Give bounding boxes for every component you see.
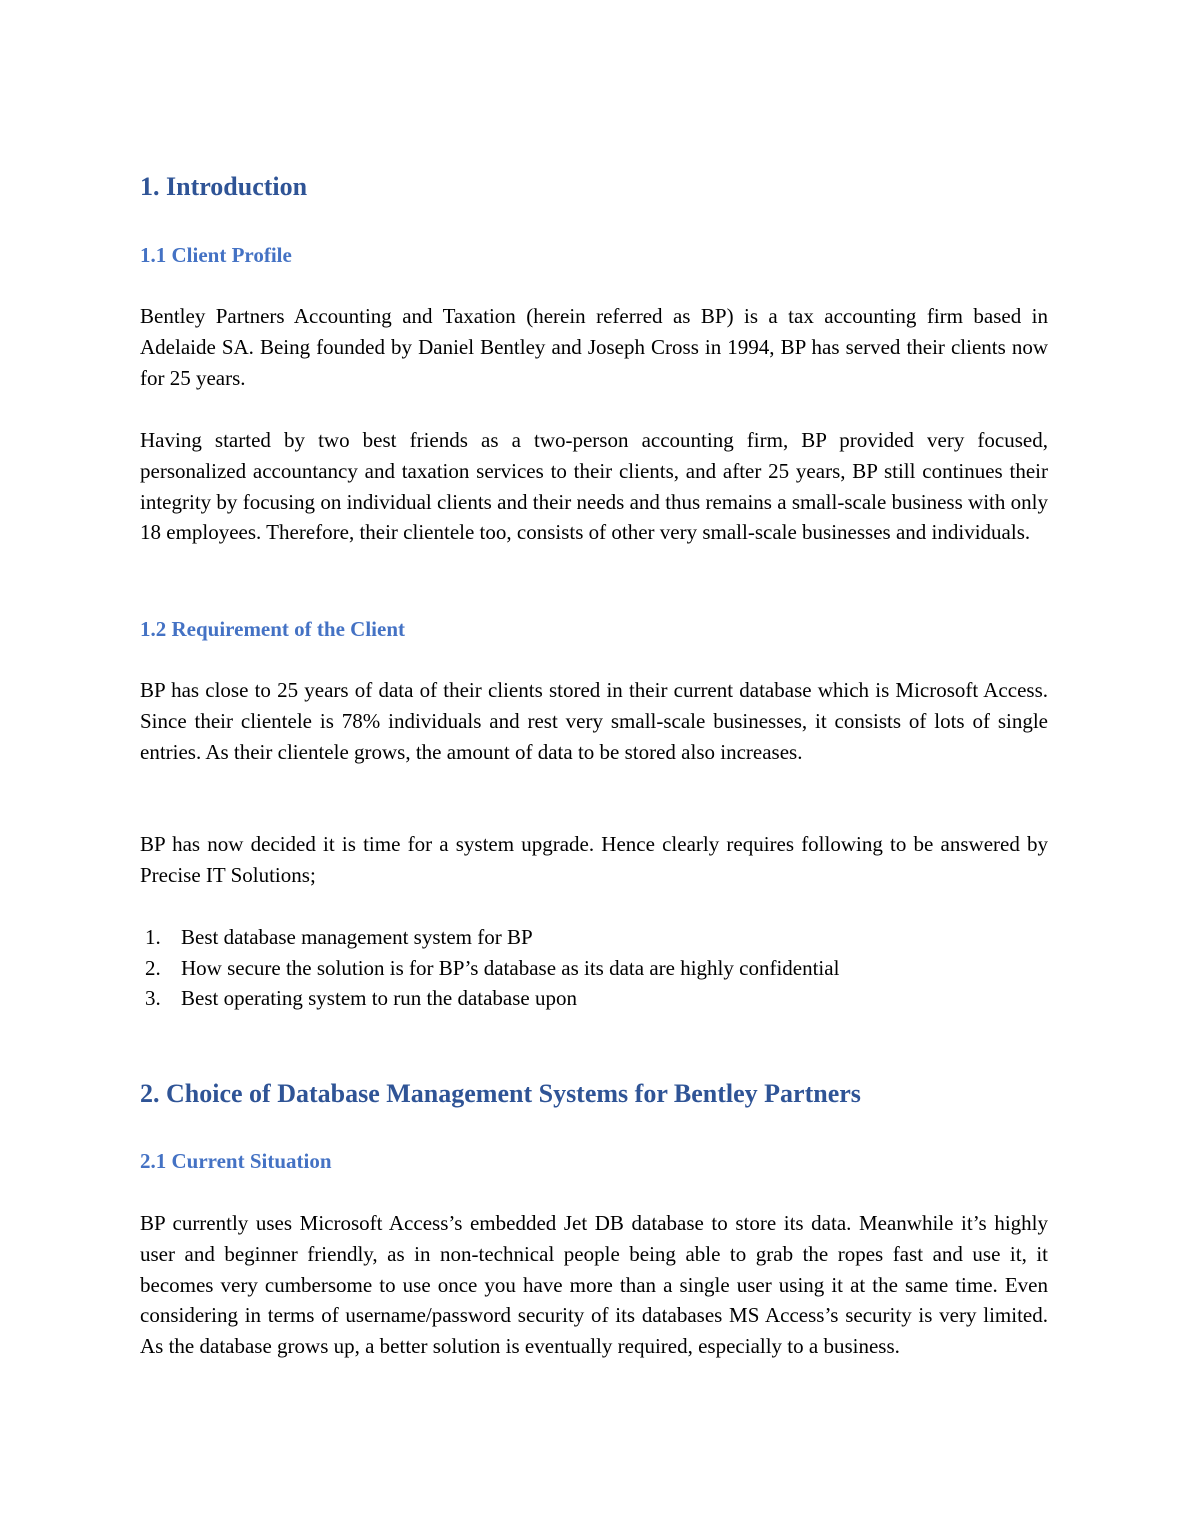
list-number: 3. (145, 986, 161, 1010)
requirements-list (140, 922, 1048, 1014)
list-item-text: How secure the solution is for BP’s database as its data are highly confidential (181, 955, 840, 980)
section-heading-dbms-choice: 2. Choice of Database Management Systems for Bentley Partners (140, 1079, 861, 1108)
list-item (140, 983, 1048, 1014)
list-item-text: Best operating system to run the database upon (181, 986, 577, 1010)
paragraph-requirement-1: BP has close to 25 years of data of their clients stored in their current database which is Microsoft Access. Since their clientele is 78% individuals and rest very small-scale businesses, it consists of lots of single entries. As their clientele grows, the amount of data to be stored also increases. (140, 678, 1048, 764)
list-item-text: Best database management system for BP (181, 925, 533, 949)
list-item (140, 953, 1048, 984)
list-item (140, 922, 1048, 953)
section-heading-introduction: 1. Introduction (140, 172, 308, 201)
paragraph-current-situation: BP currently uses Microsoft Access’s embedded Jet DB database to store its data. Meanwhile it’s highly user and beginner friendly, as in non-technical people being able to grab the ropes fast and use it, it becomes very cumbersome to use once you have more than a single user using it at the same time. Even considering in terms of username/password security of its databases MS Access’s security is very limited. As the database grows up, a better solution is eventually required, especially to a business. (140, 1211, 1048, 1359)
subsection-heading-requirement: 1.2 Requirement of the Client (140, 617, 405, 641)
list-number: 2. (145, 955, 161, 980)
paragraph-client-profile-2: Having started by two best friends as a two-person accounting firm, BP provided very focused, personalized accountancy and taxation services to their clients, and after 25 years, BP still continues their integrity by focusing on individual clients and their needs and thus remains a small-scale business with only 18 employees. Therefore, their clientele too, consists of other very small-scale businesses and individuals. (140, 428, 1048, 545)
subsection-heading-current-situation: 2.1 Current Situation (140, 1149, 332, 1173)
paragraph-requirement-2: BP has now decided it is time for a system upgrade. Hence clearly requires following to be answered by Precise IT Solutions; (140, 832, 1048, 887)
subsection-heading-client-profile: 1.1 Client Profile (140, 243, 292, 267)
list-number: 1. (145, 925, 161, 949)
paragraph-client-profile-1: Bentley Partners Accounting and Taxation (herein referred as BP) is a tax accounting firm based in Adelaide SA. Being founded by Daniel Bentley and Joseph Cross in 1994, BP has served their clients now for 25 years. (140, 304, 1048, 390)
